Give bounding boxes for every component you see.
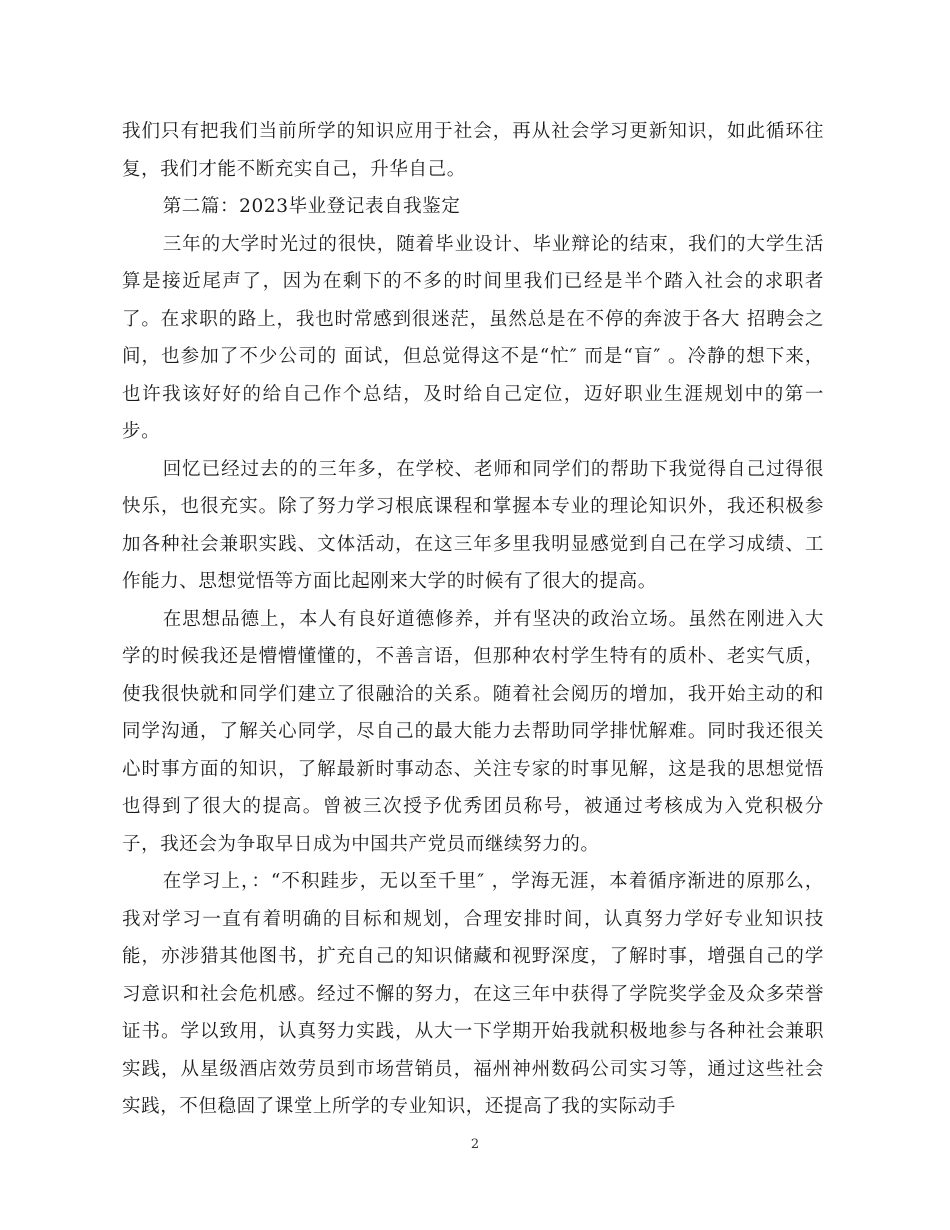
section-heading: 第二篇：2023毕业登记表自我鉴定: [162, 196, 461, 217]
paragraph-moral-character: 在思想品德上，本人有良好道德修养，并有坚决的政治立场。虽然在刚进入大学的时候我还是懵懵懂懂的，不善言语，但那种农村学生特有的质朴、老实气质，使我很快就和同学们建立了很融洽的关系。随着社会阅历的增加，我开始主动的和同学沟通，了解关心同学，尽自己的最大能力去帮助同学排忧解难。同时我还很关心时事方面的知识，了解最新时事动态、关注专家的时事见解，这是我的思想觉悟也得到了很大的提高。曾被三次授予优秀团员称号，被通过考核成为入党积极分子，我还会为争取早日成为中国共产党员而继续努力的。: [122, 608, 824, 855]
body-text: [122, 113, 824, 1126]
paragraph-recollection: 回忆已经过去的的三年多，在学校、老师和同学们的帮助下我觉得自己过得很快乐，也很充实。除了努力学习根底课程和掌握本专业的理论知识外，我还积极参加各种社会兼职实践、文体活动，在这三年多里我明显感觉到自己在学习成绩、工作能力、思想觉悟等方面比起刚来大学的时候有了很大的提高。: [122, 458, 824, 592]
paragraph-study: 在学习上，：“不积跬步，无以至千里″ ，学海无涯，本着循序渐进的原那么，我对学习一直有着明确的目标和规划，合理安排时间，认真努力学好专业知识技能，亦涉猎其他图书，扩充自己的知识储藏和视野深度，了解时事，增强自己的学习意识和社会危机感。经过不懈的努力，在这三年中获得了学院奖学金及众多荣誉证书。学以致用，认真努力实践，从大一下学期开始我就积极地参与各种社会兼职实践，从星级酒店效劳员到市场营销员，福州神州数码公司实习等，通过这些社会实践，不但稳固了课堂上所学的专业知识，还提高了我的实际动手: [122, 871, 824, 1117]
page-number: 2: [470, 1137, 480, 1152]
paragraph-intro-closing: 我们只有把我们当前所学的知识应用于社会，再从社会学习更新知识，如此循环往复，我们才能不断充实自己，升华自己。: [122, 121, 824, 180]
paragraph-university-life: 三年的大学时光过的很快，随着毕业设计、毕业辩论的结束，我们的大学生活算是接近尾声了，因为在剩下的不多的时间里我们已经是半个踏入社会的求职者了。在求职的路上，我也时常感到很迷茫，虽然总是在不停的奔波于各大 招聘会之间，也参加了不少公司的 面试，但总觉得这不是“忙″ 而是“盲″ 。冷静的想下来，也许我该好好的给自己作个总结，及时给自己定位，迈好职业生涯规划中的第一步。: [122, 233, 824, 442]
